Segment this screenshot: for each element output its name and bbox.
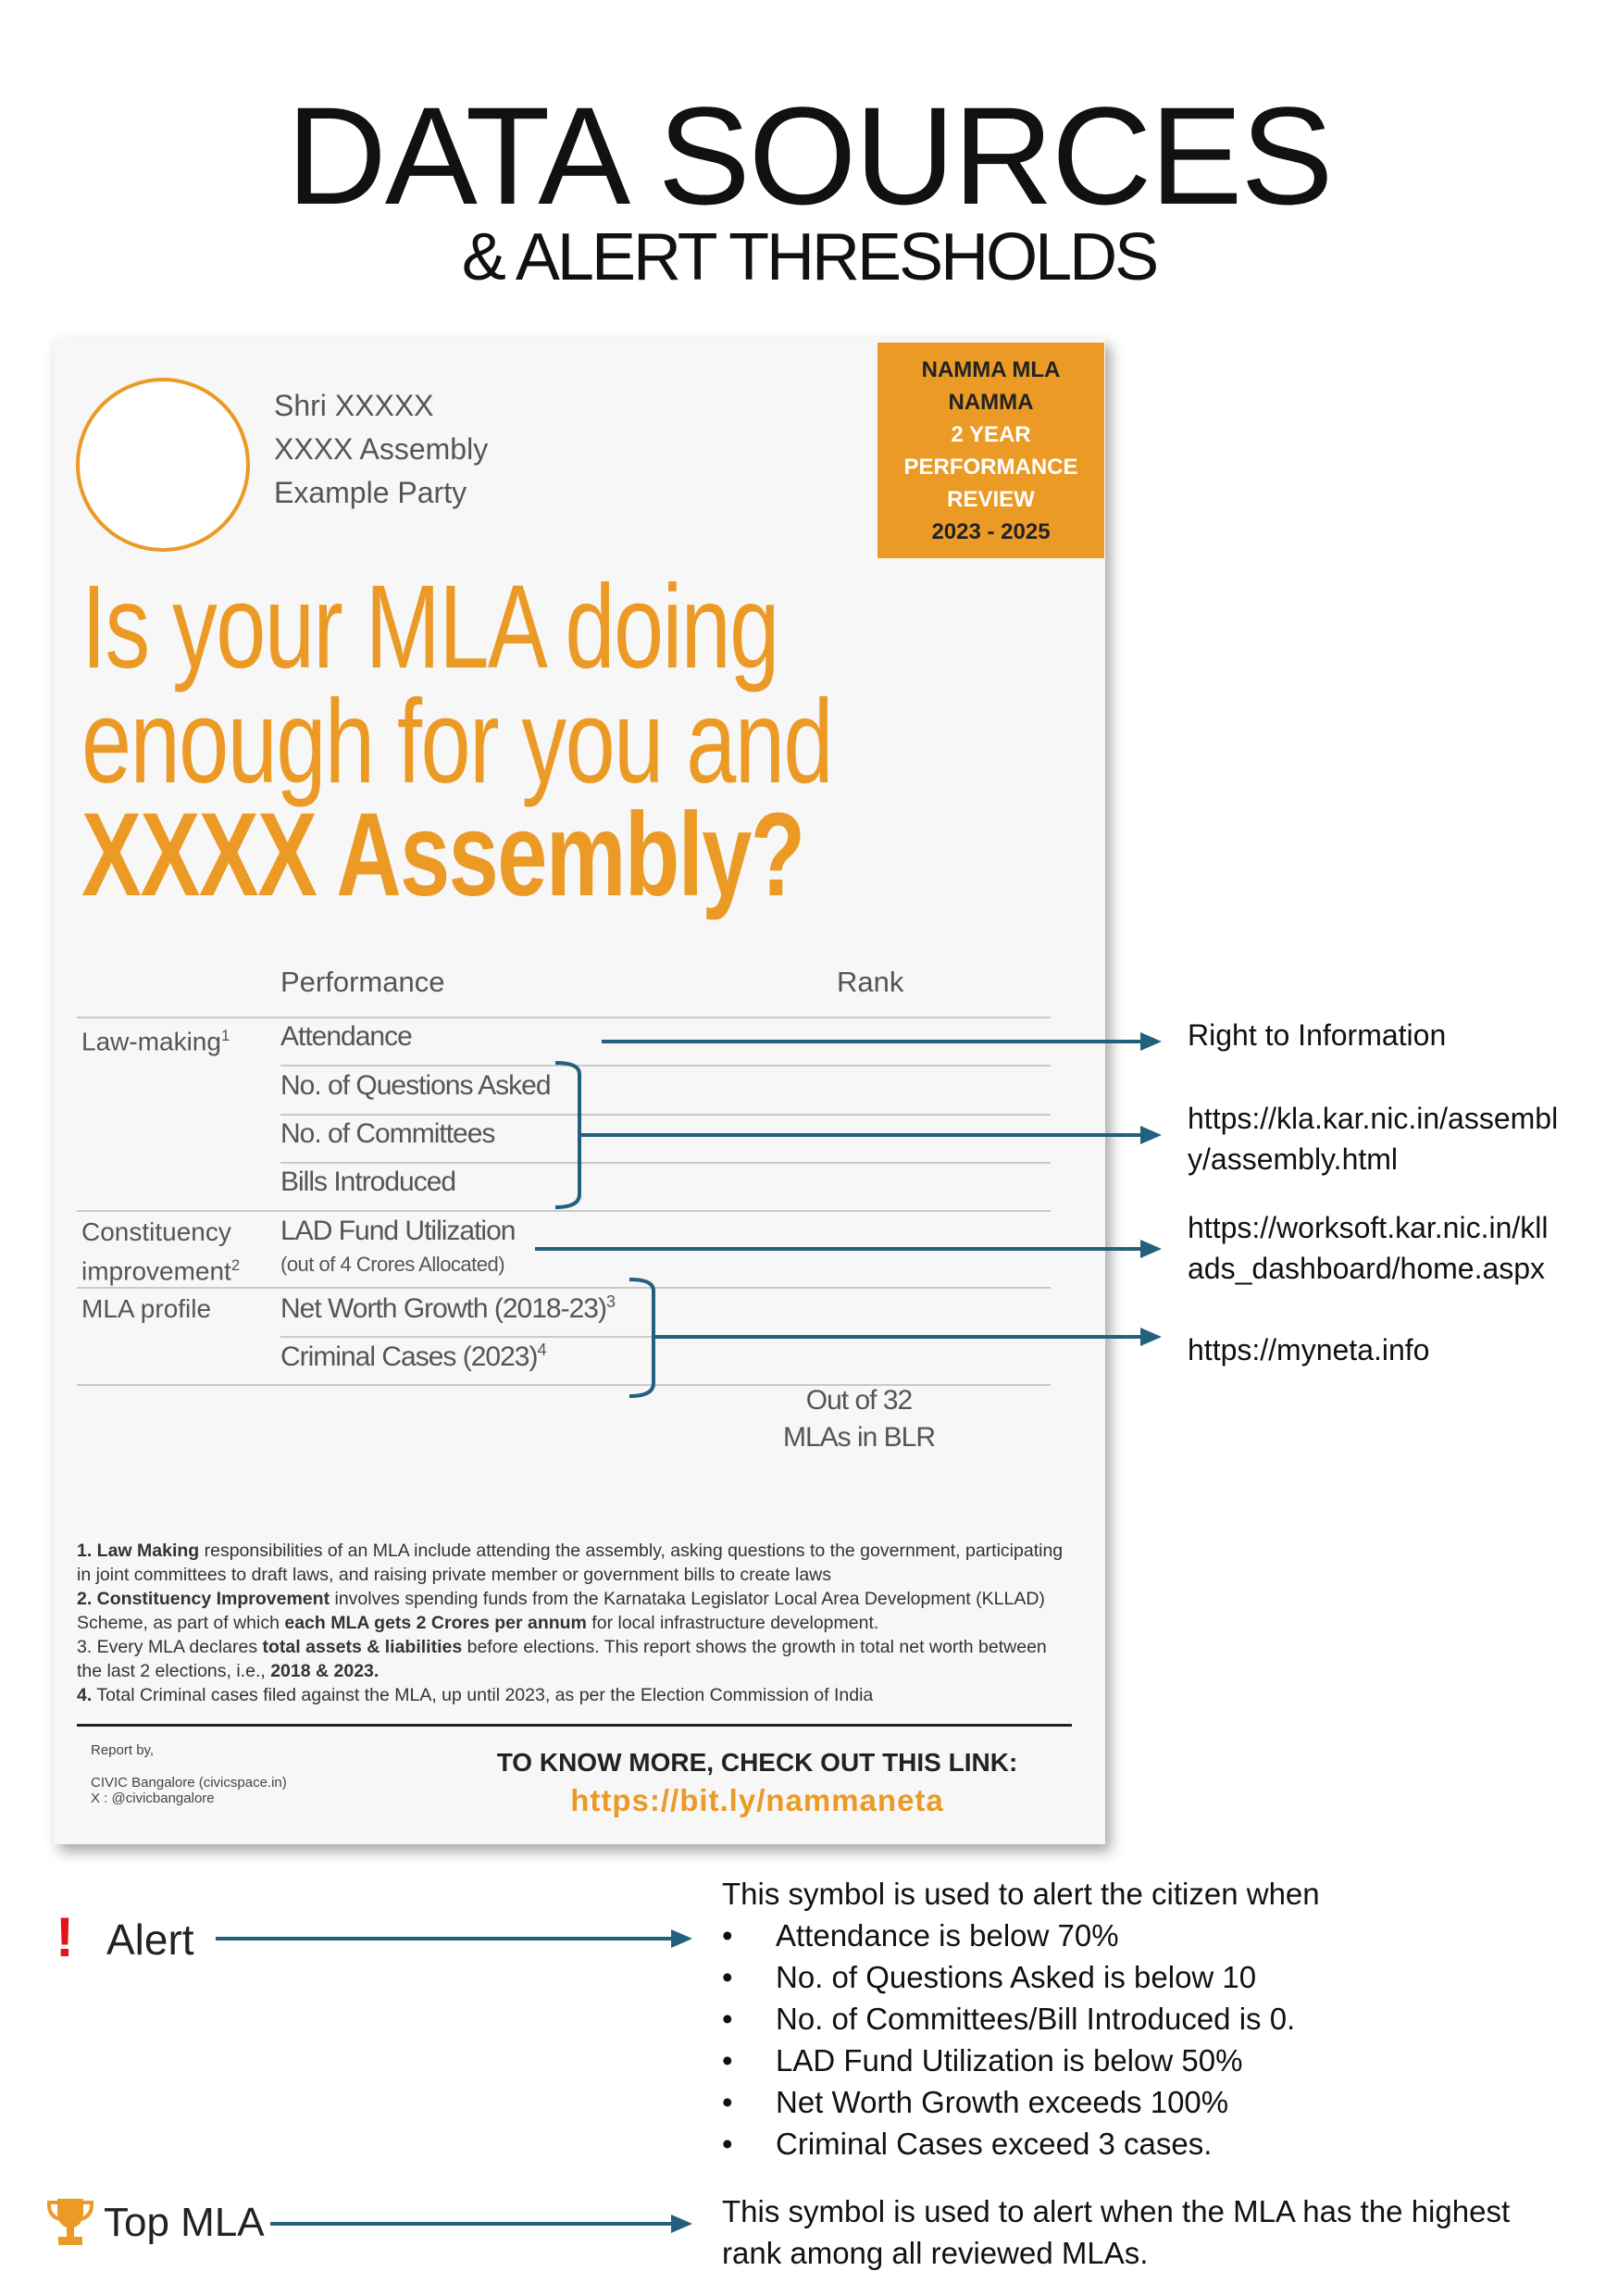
footnote-1: 1. Law Making responsibilities of an MLA include attending the assembly, asking questions to the government, participating in joint committees to draft laws, and raising private member or government bills to create laws	[77, 1541, 1064, 1585]
arrowhead	[1140, 1240, 1162, 1258]
report-org: CIVIC Bangalore (civicspace.in)	[91, 1775, 287, 1791]
column-header-rank: Rank	[837, 966, 904, 998]
source-myneta[interactable]: https://myneta.info	[1188, 1333, 1430, 1366]
headline-line-1: Is your MLA doing	[81, 561, 778, 693]
badge-line: NAMMA MLA	[921, 356, 1061, 382]
column-header-performance: Performance	[280, 966, 445, 998]
badge-line: REVIEW	[947, 486, 1035, 512]
badge-line: 2 YEAR	[951, 421, 1031, 447]
mla-party: Example Party	[274, 476, 467, 509]
page-title: DATA SOURCES	[286, 78, 1332, 233]
arrowhead	[671, 1929, 692, 1948]
footnote-2: 2. Constituency Improvement involves spending funds from the Karnataka Legislator Local Area Development (KLLAD) Scheme, as part of which each MLA gets 2 Crores per annum for local infrastructure development.	[77, 1589, 1045, 1633]
bracket-law-making	[555, 1063, 579, 1207]
footnote-3: 3. Every MLA declares total assets & liabilities before elections. This report shows the growth in total net worth between the last 2 elections, i.e., 2018 & 2023.	[77, 1637, 1047, 1681]
source-rti: Right to Information	[1188, 1018, 1447, 1052]
more-info-link[interactable]: https://bit.ly/nammaneta	[570, 1783, 944, 1817]
badge-line: 2023 - 2025	[931, 518, 1051, 544]
trophy-icon	[44, 2195, 96, 2249]
bracket-mla-profile	[629, 1279, 653, 1396]
rank-note: Out of 32 MLAs in BLR	[782, 1385, 936, 1453]
alert-threshold-item: • LAD Fund Utilization is below 50%	[722, 2043, 1243, 2078]
alert-threshold-item: • Criminal Cases exceed 3 cases.	[722, 2127, 1213, 2161]
report-by-label: Report by,	[91, 1742, 155, 1758]
source-kla-line-1[interactable]: https://kla.kar.nic.in/assembl	[1188, 1102, 1559, 1135]
metric-bills: Bills Introduced	[280, 1167, 456, 1197]
category-constituency: Constituency improvement$^2$	[81, 1217, 241, 1286]
mla-assembly: XXXX Assembly	[274, 432, 489, 466]
footnote-4: 4. Total Criminal cases filed against the MLA, up until 2023, as per the Election Commission of India	[77, 1685, 874, 1705]
arrowhead	[1140, 1328, 1162, 1346]
metric-committees: No. of Committees	[280, 1118, 495, 1149]
arrowhead	[1140, 1032, 1162, 1051]
alert-threshold-item: • Net Worth Growth exceeds 100%	[722, 2085, 1229, 2119]
alert-threshold-item: • No. of Committees/Bill Introduced is 0.	[722, 2002, 1296, 2036]
source-kla-line-2[interactable]: y/assembly.html	[1188, 1142, 1399, 1176]
alert-description: This symbol is used to alert the citizen when	[722, 1877, 1320, 1911]
category-law-making: Law-making$^1$	[81, 1027, 230, 1056]
alert-threshold-item: • Attendance is below 70%	[722, 1918, 1119, 1953]
report-handle: X : @civicbangalore	[91, 1791, 215, 1806]
source-worksoft-line-1[interactable]: https://worksoft.kar.nic.in/kll	[1188, 1211, 1549, 1244]
headline-line-2: enough for you and	[81, 676, 833, 808]
headline-line-3: XXXX Assembly?	[81, 789, 804, 921]
arrowhead	[671, 2215, 692, 2233]
badge-line: PERFORMANCE	[903, 454, 1078, 480]
badge-line: NAMMA	[948, 389, 1034, 415]
top-mla-description: This symbol is used to alert when the MLA has the highest rank among all reviewed MLAs.	[722, 2194, 1511, 2270]
mla-name: Shri XXXXX	[274, 389, 434, 422]
metric-lad-fund: LAD Fund Utilization	[280, 1216, 516, 1246]
alert-icon: !	[56, 1906, 74, 1968]
metric-criminal-cases: Criminal Cases $(2023)^4$	[280, 1341, 546, 1372]
source-worksoft-line-2[interactable]: ads_dashboard/home.aspx	[1188, 1252, 1546, 1285]
metric-questions: No. of Questions Asked	[280, 1070, 551, 1101]
metric-net-worth: Net Worth Growth (2018-23)$^3$	[280, 1292, 615, 1324]
alert-threshold-item: • No. of Questions Asked is below 10	[722, 1960, 1257, 1994]
metric-attendance: Attendance	[280, 1021, 412, 1052]
top-mla-label: Top MLA	[104, 2200, 265, 2245]
know-more-heading: TO KNOW MORE, CHECK OUT THIS LINK:	[496, 1748, 1018, 1777]
arrowhead	[1140, 1126, 1162, 1144]
page-subtitle: & ALERT THRESHOLDS	[461, 220, 1157, 294]
alert-label: Alert	[106, 1915, 194, 1964]
category-mla-profile: MLA profile	[81, 1294, 212, 1323]
metric-lad-note: (out of 4 Crores Allocated)	[280, 1253, 505, 1276]
